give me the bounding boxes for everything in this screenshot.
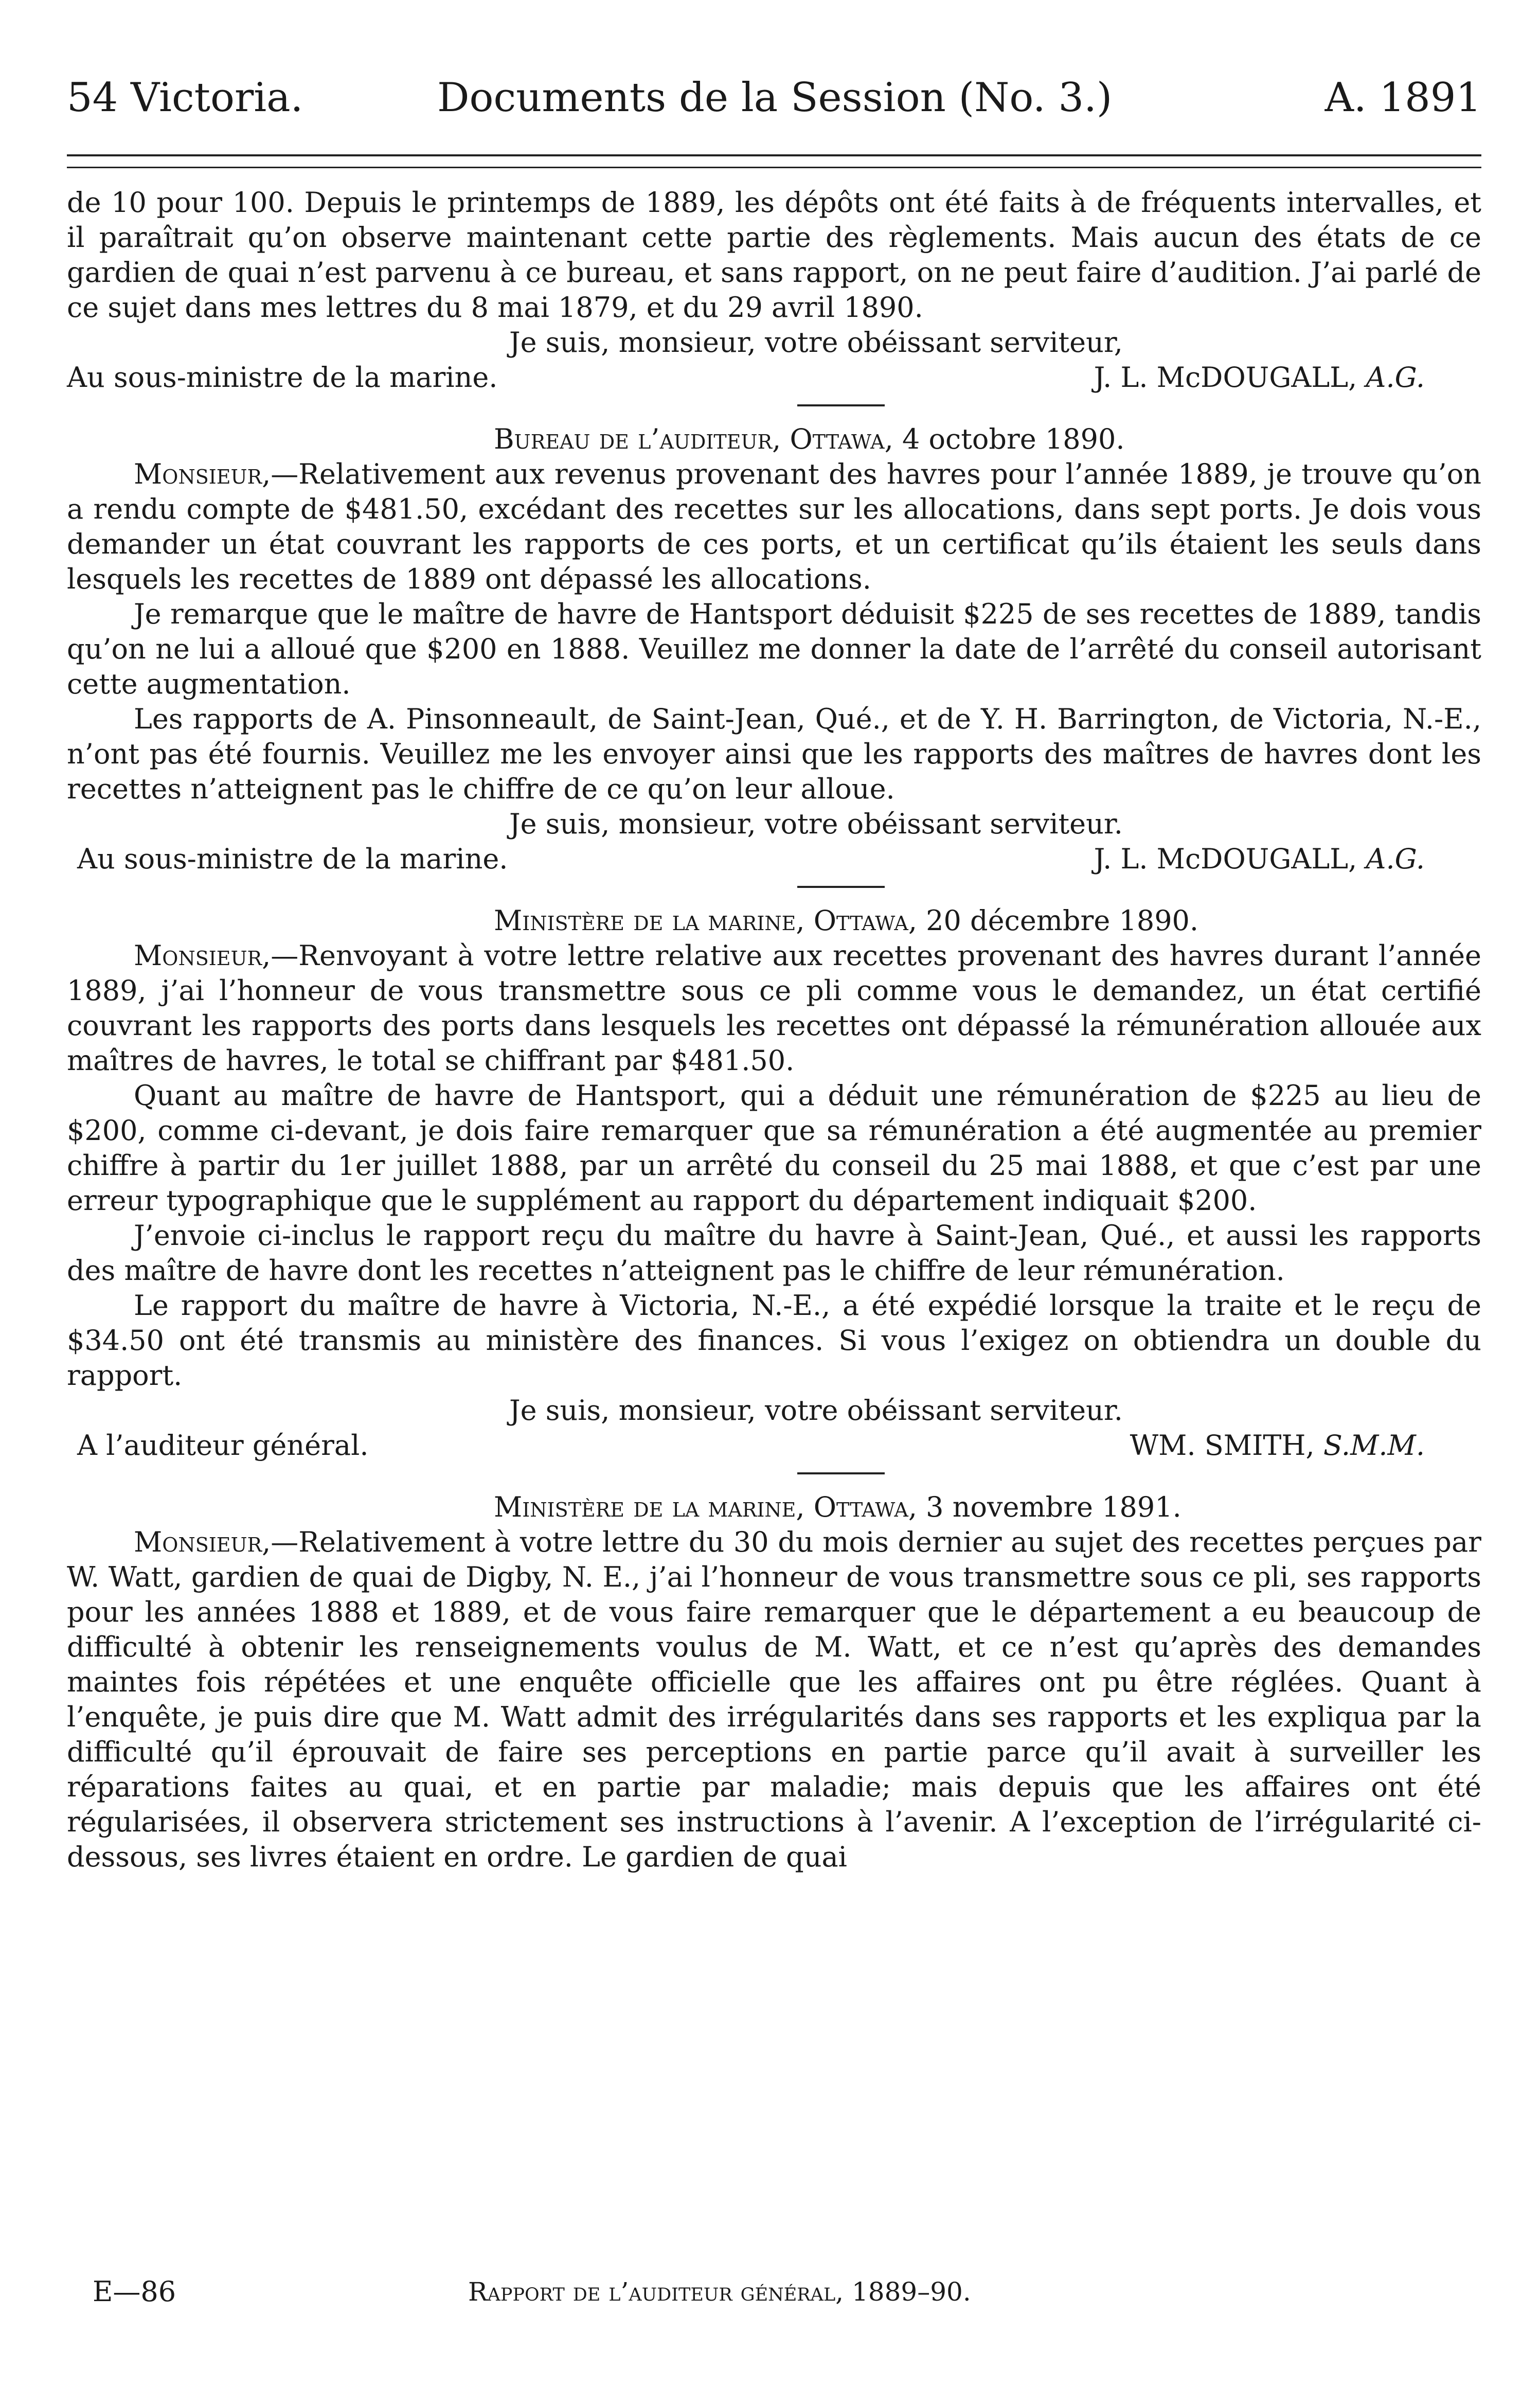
letter2-para1-text: —Relativement aux revenus provenant des havres pour l’année 1889, je trouve qu’on a rendu compte de $481.50, excédant des recettes sur les allocations, dans sept ports. Je dois vous demander un état couvrant les rapports de ces ports, et un certificat qu’ils étaient les seuls dans lesquels les recettes de 1889 ont dépassé les allocations. bbox=[67, 458, 1481, 595]
letter3-paragraph-3: J’envoie ci-inclus le rapport reçu du maître du havre à Saint-Jean, Qué., et aussi les rapports des maître de havre dont les recettes n’atteignent pas le chiffre de leur rémunération. bbox=[67, 1219, 1481, 1287]
letter2-dateline: Bureau de l’auditeur, Ottawa, 4 octobre 1890. bbox=[494, 423, 1125, 455]
letter3-paragraph-2: Quant au maître de havre de Hantsport, qui a déduit une rémunération de $225 au lieu de $200, comme ci-devant, je dois faire remarquer que sa rémunération a été augmentée au premier chiffre à partir du 1er juillet 1888, par un arrêté du conseil du 25 mai 1888, et que c’est par une erreur typographique que le supplément au rapport du département indiquait $200. bbox=[67, 1079, 1481, 1217]
letter3-dateline: Ministère de la marine, Ottawa, 20 décembre 1890. bbox=[494, 904, 1199, 937]
letter1-signature bbox=[1094, 360, 1481, 395]
letter4-dateline: Ministère de la marine, Ottawa, 3 novembre 1891. bbox=[494, 1491, 1181, 1523]
letter2-office: Bureau de l’auditeur bbox=[494, 423, 773, 455]
letter3-paragraph-1 bbox=[67, 938, 1481, 1078]
letter3-signoff bbox=[67, 1428, 1481, 1463]
header-title: Documents de la Session (No. 3.) bbox=[437, 75, 1113, 121]
letter2-city: Ottawa bbox=[790, 423, 885, 455]
letter4-office: Ministère de la marine bbox=[494, 1491, 796, 1523]
footer-running-title: Rapport de l’auditeur général, 1889–90. bbox=[468, 2277, 971, 2307]
separator-rule bbox=[797, 1472, 885, 1474]
letter1-addressee: Au sous-ministre de la marine. bbox=[67, 361, 498, 394]
letter4-paragraph-1 bbox=[67, 1525, 1481, 1875]
letter3-date: 20 décembre 1890. bbox=[926, 904, 1199, 937]
letter3-office: Ministère de la marine bbox=[494, 904, 796, 937]
letter2-paragraph-3: Les rapports de A. Pinsonneault, de Saint-Jean, Qué., et de Y. H. Barrington, de Victoria, N.-E., n’ont pas été fournis. Veuillez me les envoyer ainsi que les rapports des maîtres de havres dont les recettes n’atteignent pas le chiffre de ce qu’on leur alloue. bbox=[67, 703, 1481, 805]
letter4-para1-text: —Relativement à votre lettre du 30 du mois dernier au sujet des recettes perçues par W. Watt, gardien de quai de Digby, N. E., j’ai l’honneur de vous transmettre sous ce pli, ses rapports pour les années 1888 et 1889, et de vous faire remarquer que le département a eu beaucoup de difficulté à obtenir les renseignements voulus de M. Watt, et ce n’est qu’après des demandes maintes fois répétées et une enquête officielle que les affaires ont pu être réglées. Quant à l’enquête, je puis dire que M. Watt admit des irrégularités dans ses rapports et les expliqua par la difficulté qu’il éprouvait de faire ses perceptions en partie parce qu’il avait à surveiller les réparations faites au quai, et en partie par maladie; mais depuis que les affaires ont été régularisées, il observera strictement ses instructions à l’avenir. A l’exception de l’irrégularité ci-dessous, ses livres étaient en ordre. Le gardien de quai bbox=[67, 1526, 1481, 1873]
letter3-signature bbox=[1130, 1428, 1481, 1463]
letter2-paragraph-1 bbox=[67, 457, 1481, 597]
letter3-signature-name: WM. SMITH, bbox=[1130, 1429, 1315, 1462]
letter3-closing: Je suis, monsieur, votre obéissant serviteur. bbox=[509, 1394, 1123, 1427]
letter3-paragraph-4: Le rapport du maître de havre à Victoria, N.-E., a été expédié lorsque la traite et le reçu de $34.50 ont été transmis au ministère des finances. Si vous l’exigez on obtiendra un double du rapport. bbox=[67, 1289, 1481, 1392]
letter2-date: 4 octobre 1890. bbox=[902, 423, 1125, 455]
letter2-signature-title: A.G. bbox=[1366, 843, 1425, 875]
letter4-city: Ottawa bbox=[813, 1491, 908, 1523]
separator-rule bbox=[797, 886, 885, 888]
letter1-signoff bbox=[67, 360, 1481, 395]
letter3-para1-text: —Renvoyant à votre lettre relative aux recettes provenant des havres durant l’année 1889, j’ai l’honneur de vous transmettre sous ce pli comme vous le demandez, un état certifié couvrant les rapports des ports dans lesquels les recettes ont dépassé la rémunération allouée aux maîtres de havres, le total se chiffrant par $481.50. bbox=[67, 939, 1481, 1077]
letter1-signature-title: A.G. bbox=[1366, 361, 1425, 394]
body-text bbox=[67, 185, 1481, 1875]
letter2-salute: Monsieur, bbox=[134, 458, 271, 490]
letter3-signature-title: S.M.M. bbox=[1323, 1429, 1425, 1462]
footer-page-ref: E—86 bbox=[93, 2275, 176, 2308]
letter1-closing: Je suis, monsieur, votre obéissant serviteur, bbox=[509, 326, 1123, 359]
letter2-signature-name: J. L. McDOUGALL, bbox=[1094, 843, 1357, 875]
letter3-city: Ottawa bbox=[813, 904, 908, 937]
letter1-signature-name: J. L. McDOUGALL, bbox=[1094, 361, 1357, 394]
header-volume: 54 Victoria. bbox=[67, 75, 303, 121]
letter2-paragraph-2: Je remarque que le maître de havre de Hantsport déduisit $225 de ses recettes de 1889, tandis qu’on ne lui a alloué que $200 en 1888. Veuillez me donner la date de l’arrêté du conseil autorisant cette augmentation. bbox=[67, 598, 1481, 700]
letter2-closing: Je suis, monsieur, votre obéissant serviteur. bbox=[509, 808, 1123, 840]
letter2-signoff bbox=[67, 842, 1481, 877]
header-rule bbox=[67, 154, 1481, 168]
letter4-date: 3 novembre 1891. bbox=[926, 1491, 1181, 1523]
letter3-addressee: A l’auditeur général. bbox=[77, 1429, 369, 1462]
header-year: A. 1891 bbox=[1324, 75, 1481, 121]
letter2-signature bbox=[1094, 842, 1481, 877]
page-header bbox=[67, 72, 1481, 123]
page-footer bbox=[93, 2274, 1481, 2310]
separator-rule bbox=[797, 404, 885, 406]
letter1-paragraph: de 10 pour 100. Depuis le printemps de 1889, les dépôts ont été faits à de fréquents intervalles, et il paraîtrait qu’on observe maintenant cette partie des règlements. Mais aucun des états de ce gardien de quai n’est parvenu à ce bureau, et sans rapport, on ne peut faire d’audition. J’ai parlé de ce sujet dans mes lettres du 8 mai 1879, et du 29 avril 1890. bbox=[67, 186, 1481, 324]
letter4-salute: Monsieur, bbox=[134, 1526, 271, 1558]
letter3-salute: Monsieur, bbox=[134, 939, 271, 972]
letter2-addressee: Au sous-ministre de la marine. bbox=[77, 843, 508, 875]
